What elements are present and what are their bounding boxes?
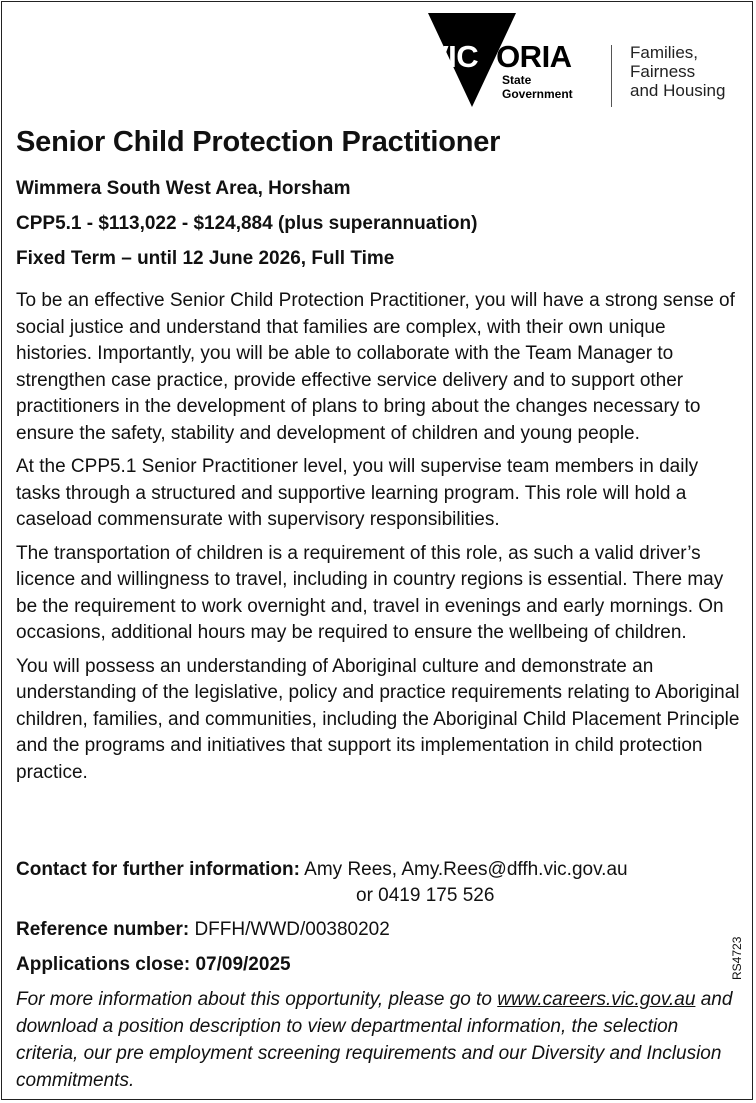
logo-divider (611, 45, 612, 107)
footer-note (16, 986, 744, 1094)
department-line-1: Families, (630, 43, 699, 62)
victoria-wordmark-part-a: VIC (428, 39, 479, 74)
victoria-wordmark (428, 39, 572, 75)
description-paragraph: To be an effective Senior Child Protection Practitioner, you will have a strong sense of social justice and understand that families are complex, with their own unique histories. Importantly, you will be able to collaborate with the Team Manager to strengthen case practice, provide effective service delivery and to support other practitioners in the development of plans to bring about the changes necessary to ensure the safety, stability and development of children and young people. (16, 290, 735, 444)
job-term: Fixed Term – until 12 June 2026, Full Time (16, 248, 395, 269)
contact-label: Contact for further information: (16, 859, 300, 880)
department-line-2: Fairness (630, 62, 696, 81)
description-paragraph: The transportation of children is a requirement of this role, as such a valid driver’s licence and willingness to travel, including in country regions is essential. There may be the requirement to work overnight and, travel in evenings and early mornings. On occasions, additional hours may be required to ensure the wellbeing of children. (16, 542, 724, 643)
state-government-label (502, 73, 573, 101)
footer-text-after: and download a position description to view departmental information, the selection criteria, our pre employment screening requirements and our Diversity and Inclusion commitments. (16, 989, 733, 1091)
footer-text-before: For more information about this opportunity, please go to (16, 989, 498, 1010)
victoria-wordmark-part-b: TORIA (478, 39, 572, 74)
job-salary: CPP5.1 - $113,022 - $124,884 (plus superannuation) (16, 213, 478, 234)
careers-link[interactable]: www.careers.vic.gov.au (497, 989, 696, 1010)
victoria-government-logo (428, 13, 748, 108)
department-line-3: and Housing (630, 81, 726, 100)
description-paragraph: You will possess an understanding of Aboriginal culture and demonstrate an understanding of the legislative, policy and practice requirements relating to Aboriginal children, families, and communities, including the Aboriginal Child Placement Principle and the programs and initiatives that support its implementation in child protection practice. (16, 655, 740, 783)
job-description (16, 288, 744, 793)
applications-date: 07/09/2025 (195, 954, 291, 975)
contact-phone[interactable]: or 0419 175 526 (356, 885, 495, 906)
applications-label: Applications close: (16, 954, 191, 975)
state-label: State (502, 73, 532, 87)
government-label: Government (502, 87, 573, 101)
reference-number (16, 919, 390, 941)
job-location: Wimmera South West Area, Horsham (16, 178, 351, 199)
description-paragraph: At the CPP5.1 Senior Practitioner level, you will supervise team members in daily tasks through a structured and supportive learning program. This role will hold a caseload commensurate with supervisory responsibilities. (16, 456, 699, 530)
ad-code: RS4723 (730, 936, 744, 980)
contact-info (16, 857, 628, 909)
contact-details[interactable]: Amy Rees, Amy.Rees@dffh.vic.gov.au (304, 859, 628, 880)
reference-label: Reference number: (16, 919, 190, 940)
applications-close (16, 954, 291, 976)
department-name (630, 43, 725, 100)
reference-value: DFFH/WWD/00380202 (194, 919, 390, 940)
job-title: Senior Child Protection Practitioner (16, 126, 501, 158)
